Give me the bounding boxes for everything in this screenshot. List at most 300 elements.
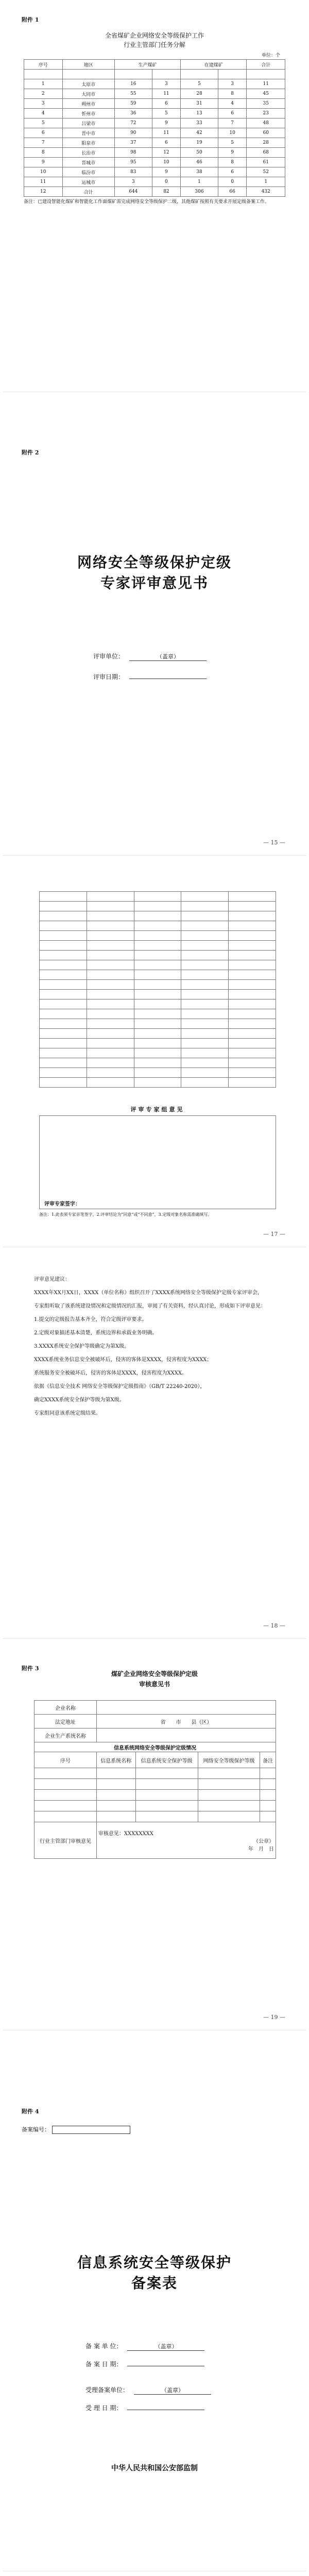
text-line: 专家组同意该系统定级结果。	[34, 1411, 101, 1416]
table-row	[40, 1039, 276, 1048]
table-cell	[40, 990, 87, 999]
table-cell	[134, 1048, 181, 1058]
table-cell: 9	[152, 167, 181, 177]
field-value: （盖章）	[134, 2386, 211, 2395]
accept-unit-field	[85, 2385, 211, 2395]
table-cell: 60	[247, 128, 285, 138]
table-cell: 61	[247, 158, 285, 167]
table-cell	[198, 1790, 260, 1801]
table-cell: 42	[181, 128, 218, 138]
table-cell: 12	[152, 148, 181, 158]
table-cell: 6	[152, 99, 181, 109]
table-cell	[229, 1009, 276, 1019]
field-label: 评审日期：	[93, 673, 125, 681]
table-cell: 6	[152, 138, 181, 148]
table-cell: 11	[24, 177, 63, 187]
table-row	[24, 177, 285, 187]
table-cell: 9	[218, 148, 247, 158]
table-cell: 大同市	[62, 89, 114, 99]
table-cell: 38	[181, 167, 218, 177]
table-cell	[40, 1058, 87, 1068]
table-cell	[134, 990, 181, 999]
table-cell	[87, 931, 134, 941]
col-header: 生产煤矿	[114, 60, 180, 70]
opinion-box	[39, 1115, 276, 1209]
table-note: 备注：已建设智能化煤矿和智能化工作面煤矿需完成网络安全等级保护二级，其他煤矿按照有关要求开展定级备案工作。	[24, 199, 270, 205]
table-cell	[181, 911, 229, 921]
table-cell: 10	[24, 167, 63, 177]
table-cell	[134, 931, 181, 941]
table-row	[40, 1009, 276, 1019]
row-label: 法定地址	[35, 1715, 97, 1728]
table-cell: 晋城市	[62, 158, 114, 167]
table-cell	[229, 921, 276, 931]
table-cell	[35, 1801, 97, 1811]
table-row	[35, 1715, 276, 1728]
row-value	[96, 1728, 276, 1742]
review-unit-field	[93, 652, 207, 661]
field-label: 备 案 日 期：	[85, 2361, 123, 2368]
table-cell	[35, 1768, 97, 1779]
table-cell: 82	[152, 187, 181, 197]
sub-header-cell	[181, 70, 218, 79]
table-cell: 9	[24, 158, 63, 167]
table-cell	[134, 1058, 181, 1068]
table-cell: 太原市	[62, 79, 114, 89]
sign-label: 评审专家签字：	[44, 1201, 80, 1207]
record-date-field	[85, 2360, 204, 2368]
field-value: （盖章）	[129, 652, 207, 661]
text-line: 系统服务安全被破坏后，侵害的客体是XXXX，侵害程度为XXXX。	[34, 1370, 187, 1376]
text-line: 专家组听取了该系统建设情况和定级情况的汇报，审阅了有关资料，经认真讨论，形成如下评审意见：	[34, 1303, 266, 1309]
page-title-line1: 全省煤矿企业网络安全等级保护工作	[105, 32, 204, 39]
row-label: 企业名称	[35, 1701, 97, 1715]
table-cell	[87, 960, 134, 970]
table-row	[24, 79, 285, 89]
table-cell: 19	[181, 138, 218, 148]
table-cell	[260, 1801, 276, 1811]
table-cell	[181, 1029, 229, 1039]
table-row	[40, 1048, 276, 1058]
table-cell: 8	[218, 158, 247, 167]
field-label: 评审单位：	[93, 653, 125, 660]
table-cell	[260, 1779, 276, 1790]
field-label: 备案编号：	[22, 2126, 50, 2133]
table-row	[40, 931, 276, 941]
table-row	[40, 1029, 276, 1039]
table-cell: 50	[181, 148, 218, 158]
text-line: XXXX系统业务信息安全被破坏后，侵害的客体是XXXX，侵害程度为XXXX；	[34, 1357, 212, 1363]
col-header: 网络安全等级保护等级	[198, 1752, 260, 1768]
table-cell	[134, 911, 181, 921]
table-note: 备注：1.此表须专家亲笔签字，2.评审结论为“同意”或“不同意”，3.定级对象名称需准确填写。	[39, 1212, 212, 1217]
table-cell	[87, 921, 134, 931]
row-label: 行业主管部门审核意见	[35, 1822, 97, 1859]
text-line: 评审意见建议：	[34, 1277, 70, 1282]
table-cell: 朔州市	[62, 99, 114, 109]
table-row	[24, 99, 285, 109]
table-cell: 28	[247, 138, 285, 148]
page-4	[3, 1247, 306, 1639]
table-cell	[181, 902, 229, 911]
table-cell	[134, 951, 181, 960]
table-cell	[134, 902, 181, 911]
table-cell	[40, 941, 87, 951]
unit-note: 单位：个	[261, 53, 280, 58]
table-cell	[134, 1068, 181, 1078]
table-cell	[87, 1078, 134, 1088]
table-cell	[96, 1779, 135, 1790]
table-cell	[134, 970, 181, 980]
table-cell	[40, 999, 87, 1009]
table-cell	[40, 1039, 87, 1048]
table-row	[35, 1768, 276, 1779]
table-cell: 临汾市	[62, 167, 114, 177]
table-cell	[135, 1811, 198, 1822]
table-row	[24, 109, 285, 118]
table-cell	[181, 970, 229, 980]
table-cell	[260, 1811, 276, 1822]
table-cell	[229, 902, 276, 911]
table-cell	[181, 1058, 229, 1068]
col-header: 序号	[35, 1752, 97, 1768]
table-row	[40, 941, 276, 951]
field-label: 受理备案单位：	[85, 2386, 129, 2394]
table-cell	[181, 990, 229, 999]
table-cell	[181, 980, 229, 990]
table-cell: 7	[218, 118, 247, 128]
table-cell: 55	[114, 89, 152, 99]
table-cell: 阳泉市	[62, 138, 114, 148]
table-cell: 3	[152, 79, 181, 89]
table-cell	[134, 941, 181, 951]
table-cell: 晋中市	[62, 128, 114, 138]
table-cell	[229, 931, 276, 941]
table-cell	[40, 980, 87, 990]
table-cell	[181, 999, 229, 1009]
text-line: 1.提交的定级报告基本齐全，符合定级评审要求。	[34, 1317, 147, 1323]
table-cell	[134, 1019, 181, 1029]
table-cell: 4	[24, 109, 63, 118]
table-cell	[135, 1790, 198, 1801]
table-cell: 2	[24, 89, 63, 99]
table-cell	[40, 1009, 87, 1019]
attachment-label: 附件 4	[22, 2108, 39, 2115]
table-cell: 45	[247, 89, 285, 99]
page-5	[3, 1638, 306, 2030]
table-cell	[87, 1058, 134, 1068]
table-cell: 1	[181, 177, 218, 187]
task-table	[24, 59, 285, 197]
table-cell	[40, 931, 87, 941]
table-cell	[134, 921, 181, 931]
table-cell	[134, 960, 181, 970]
section-head: 信息系统网络安全等级保护定级情况	[35, 1742, 276, 1752]
table-row	[35, 1728, 276, 1742]
table-row	[35, 1779, 276, 1790]
record-number-field	[22, 2125, 130, 2134]
table-cell	[87, 990, 134, 999]
table-cell	[134, 1009, 181, 1019]
table-row	[40, 902, 276, 911]
table-cell	[229, 980, 276, 990]
table-cell	[181, 960, 229, 970]
issuing-authority: 中华人民共和国公安部监制	[111, 2464, 198, 2472]
page-title-line1: 煤矿企业网络安全等级保护定级	[111, 1670, 198, 1677]
table-cell	[87, 1029, 134, 1039]
table-row	[35, 1801, 276, 1811]
review-text: 审核意见：XXXXXXXX	[98, 1831, 153, 1837]
table-cell	[96, 1768, 135, 1779]
table-row	[24, 138, 285, 148]
col-header: 合计	[247, 60, 285, 70]
table-cell: 6	[218, 167, 247, 177]
table-cell	[229, 1019, 276, 1029]
page-number: — 17 —	[263, 1231, 285, 1238]
table-cell	[40, 960, 87, 970]
page-1	[3, 0, 306, 392]
table-cell	[181, 1039, 229, 1048]
table-row	[40, 1068, 276, 1078]
table-cell: 432	[247, 187, 285, 197]
table-cell	[87, 1048, 134, 1058]
table-cell: 33	[181, 118, 218, 128]
table-cell	[87, 941, 134, 951]
page-title-line2: 审核意见书	[139, 1681, 170, 1688]
sub-header-cell	[62, 70, 114, 79]
table-cell	[181, 1068, 229, 1078]
table-cell: 0	[218, 177, 247, 187]
table-cell	[229, 892, 276, 902]
table-cell	[229, 911, 276, 921]
table-cell	[35, 1811, 97, 1822]
table-cell: 12	[24, 187, 63, 197]
table-cell: 5	[218, 138, 247, 148]
table-cell	[87, 902, 134, 911]
table-cell: 4	[218, 99, 247, 109]
table-cell: 0	[152, 177, 181, 187]
table-cell: 90	[114, 128, 152, 138]
table-cell	[87, 1009, 134, 1019]
table-cell: 吕梁市	[62, 118, 114, 128]
table-row	[40, 892, 276, 902]
sub-header-cell	[24, 70, 63, 79]
table-cell: 13	[181, 109, 218, 118]
table-cell: 35	[247, 99, 285, 109]
table-cell	[40, 1068, 87, 1078]
table-row	[24, 89, 285, 99]
table-row	[40, 1078, 276, 1088]
table-cell	[229, 970, 276, 980]
table-cell	[40, 1019, 87, 1029]
table-row	[40, 999, 276, 1009]
table-row	[40, 951, 276, 960]
record-number-boxes	[52, 2126, 130, 2134]
table-cell	[40, 911, 87, 921]
col-header: 地区	[62, 60, 114, 70]
table-cell	[229, 1058, 276, 1068]
page-6	[3, 2030, 306, 2571]
table-cell: 95	[114, 158, 152, 167]
table-cell: 6	[24, 128, 63, 138]
sub-header-cell	[218, 70, 247, 79]
table-cell	[40, 902, 87, 911]
table-cell	[181, 1078, 229, 1088]
field-label: 受 理 日 期：	[85, 2404, 123, 2412]
table-cell	[40, 970, 87, 980]
table-cell: 3	[114, 177, 152, 187]
table-cell	[135, 1779, 198, 1790]
table-cell: 9	[152, 118, 181, 128]
table-row	[35, 1790, 276, 1801]
table-cell: 31	[181, 99, 218, 109]
table-cell: 3	[218, 79, 247, 89]
page-number: — 15 —	[263, 839, 285, 846]
table-cell: 5	[152, 109, 181, 118]
table-cell	[40, 892, 87, 902]
table-cell	[229, 1068, 276, 1078]
table-cell	[181, 921, 229, 931]
table-row	[40, 980, 276, 990]
table-cell: 66	[218, 187, 247, 197]
table-cell	[181, 941, 229, 951]
table-cell: 16	[114, 79, 152, 89]
table-cell: 运城市	[62, 177, 114, 187]
table-cell: 5	[181, 79, 218, 89]
table-cell: 3	[24, 99, 63, 109]
table-cell: 合计	[62, 187, 114, 197]
table-cell	[40, 1048, 87, 1058]
table-row	[24, 148, 285, 158]
attachment-label: 附件 3	[22, 1665, 39, 1672]
table-cell	[134, 999, 181, 1009]
page-number: — 19 —	[263, 2014, 285, 2021]
table-cell	[87, 1019, 134, 1029]
record-unit-field	[85, 2342, 204, 2351]
table-cell	[134, 1029, 181, 1039]
review-opinion	[96, 1822, 276, 1859]
table-cell: 52	[247, 167, 285, 177]
page-2	[3, 392, 306, 856]
page-title-line1: 信息系统安全等级保护	[77, 2254, 232, 2271]
table-cell	[40, 951, 87, 960]
table-cell	[35, 1779, 97, 1790]
table-cell	[260, 1790, 276, 1801]
table-cell	[35, 1790, 97, 1801]
table-cell	[96, 1801, 135, 1811]
table-cell	[229, 941, 276, 951]
seal-label: （公章）	[253, 1838, 274, 1844]
table-row	[24, 158, 285, 167]
table-cell: 10	[152, 158, 181, 167]
table-cell	[134, 980, 181, 990]
col-header: 序号	[24, 60, 63, 70]
table-cell: 644	[114, 187, 152, 197]
table-row	[24, 128, 285, 138]
table-cell	[181, 1009, 229, 1019]
sub-header-cell	[152, 70, 181, 79]
table-cell	[134, 892, 181, 902]
table-cell: 7	[24, 138, 63, 148]
table-cell: 8	[218, 89, 247, 99]
table-cell: 长治市	[62, 148, 114, 158]
table-cell	[87, 980, 134, 990]
table-cell: 46	[181, 158, 218, 167]
table-cell: 28	[181, 89, 218, 99]
table-row	[40, 960, 276, 970]
table-cell	[96, 1811, 135, 1822]
table-cell	[40, 1029, 87, 1039]
table-cell	[134, 1078, 181, 1088]
table-cell: 10	[218, 128, 247, 138]
table-cell	[40, 1078, 87, 1088]
table-cell	[134, 1039, 181, 1048]
table-cell	[87, 1068, 134, 1078]
section-head: 评审专家组意见	[130, 1106, 185, 1113]
page-number: — 18 —	[263, 1622, 285, 1629]
table-cell	[181, 931, 229, 941]
table-cell	[181, 892, 229, 902]
table-cell: 11	[152, 128, 181, 138]
table-cell	[229, 1078, 276, 1088]
table-cell	[181, 1048, 229, 1058]
table-cell	[135, 1801, 198, 1811]
table-row	[40, 911, 276, 921]
text-line: 依据《信息安全技术 网络安全等级保护定级指南》（GB/T 22240-2020），	[34, 1384, 205, 1389]
table-cell: 1	[247, 177, 285, 187]
row-value	[96, 1701, 276, 1715]
table-row	[40, 1058, 276, 1068]
table-cell: 83	[114, 167, 152, 177]
accept-date-field	[85, 2403, 204, 2412]
table-cell: 72	[114, 118, 152, 128]
table-cell: 11	[247, 79, 285, 89]
field-value: （盖章）	[127, 2342, 204, 2351]
table-cell: 48	[247, 118, 285, 128]
table-cell	[87, 999, 134, 1009]
table-cell	[229, 990, 276, 999]
row-label: 企业生产系统名称	[35, 1728, 97, 1742]
page-3	[3, 855, 306, 1247]
text-line: 3.XXXX系统安全保护等级确定为第X级。	[34, 1344, 130, 1349]
field-label: 备 案 单 位：	[85, 2343, 123, 2350]
table-cell	[198, 1801, 260, 1811]
table-cell: 36	[114, 109, 152, 118]
table-cell: 1	[24, 79, 63, 89]
table-cell	[87, 892, 134, 902]
table-cell: 忻州市	[62, 109, 114, 118]
table-cell	[198, 1768, 260, 1779]
review-date-field	[93, 672, 207, 681]
table-cell	[87, 911, 134, 921]
attachment-label: 附件 2	[22, 449, 39, 456]
table-cell	[229, 999, 276, 1009]
review-date: 年 月 日	[248, 1846, 274, 1852]
table-cell: 37	[114, 138, 152, 148]
table-cell: 23	[247, 109, 285, 118]
page-title-line2: 专家评审意见书	[100, 574, 209, 591]
table-cell	[87, 970, 134, 980]
col-header: 备注	[260, 1752, 276, 1768]
table-cell	[181, 951, 229, 960]
text-line: 确定XXXX系统安全保护等级为第X级。	[34, 1397, 125, 1403]
table-row	[24, 187, 285, 197]
table-cell	[229, 1029, 276, 1039]
table-row	[40, 970, 276, 980]
expert-table	[39, 891, 276, 1088]
table-cell	[198, 1779, 260, 1790]
table-cell	[229, 1048, 276, 1058]
